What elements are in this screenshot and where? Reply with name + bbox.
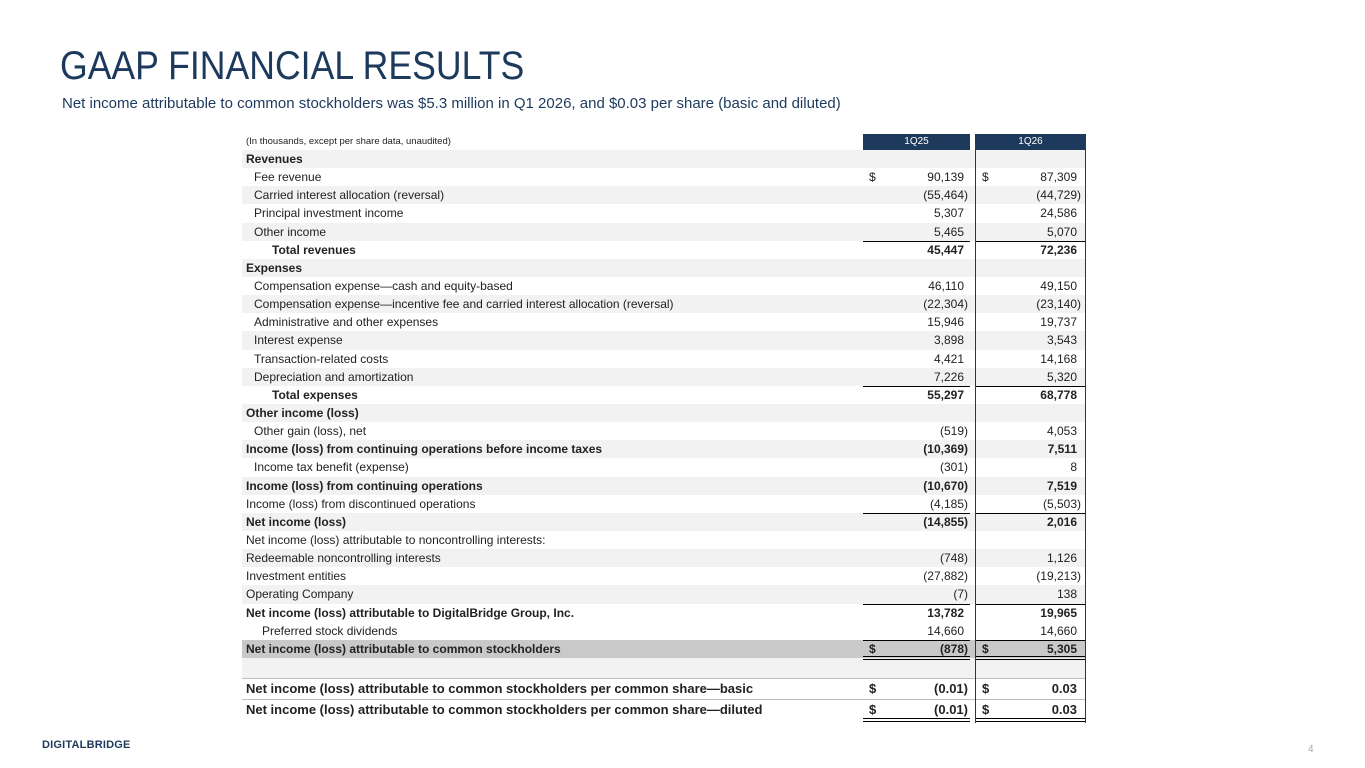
value-amount: (22,304) xyxy=(923,297,968,312)
value-amount: (44,729) xyxy=(1036,188,1081,203)
row-label: Other gain (loss), net xyxy=(254,424,367,439)
table-row xyxy=(242,186,1085,204)
row-label: Interest expense xyxy=(254,333,343,348)
table-row xyxy=(242,495,1085,513)
value-amount: (0.01) xyxy=(934,680,968,696)
table-row xyxy=(242,241,1085,259)
row-label: Total expenses xyxy=(272,387,358,402)
row-label: Investment entities xyxy=(246,569,347,584)
value-1q26 xyxy=(976,223,1085,241)
row-label: Net income (loss) attributable to noncontrolling interests: xyxy=(246,532,546,547)
value-amount: (14,855) xyxy=(923,514,968,529)
value-1q25 xyxy=(863,204,970,222)
currency-symbol: $ xyxy=(869,680,877,696)
row-label: Revenues xyxy=(246,152,303,166)
value-1q26 xyxy=(976,585,1085,603)
value-1q25 xyxy=(863,640,970,658)
value-amount: 68,778 xyxy=(1040,387,1077,402)
row-label: Compensation expense—incentive fee and carried interest allocation (reversal) xyxy=(254,297,674,312)
page-title: GAAP FINANCIAL RESULTS xyxy=(60,44,525,88)
value-1q25 xyxy=(863,331,970,349)
value-1q26 xyxy=(976,622,1085,640)
value-1q25 xyxy=(863,679,970,699)
value-1q25 xyxy=(863,168,970,186)
value-1q25 xyxy=(863,513,970,531)
digitalbridge-logo: DIGITALBRIDGE xyxy=(42,739,131,751)
row-label: Compensation expense—cash and equity-based xyxy=(254,278,513,293)
row-label: Income (loss) from continuing operations before income taxes xyxy=(246,442,603,457)
value-amount: (10,369) xyxy=(923,442,968,457)
value-1q25 xyxy=(863,477,970,495)
value-1q25 xyxy=(863,495,970,513)
value-amount: 14,660 xyxy=(1040,623,1077,638)
table-row xyxy=(242,259,1085,277)
value-1q25 xyxy=(863,386,970,404)
table-row xyxy=(242,458,1085,476)
value-amount: 90,139 xyxy=(927,170,964,185)
value-1q26 xyxy=(976,495,1085,513)
value-1q26 xyxy=(976,458,1085,476)
value-1q26 xyxy=(976,295,1085,313)
value-1q26 xyxy=(976,241,1085,259)
value-1q26 xyxy=(976,204,1085,222)
table-row xyxy=(242,678,1085,699)
value-amount: 0.03 xyxy=(1051,701,1077,717)
row-label: Carried interest allocation (reversal) xyxy=(254,188,445,203)
value-amount: 14,168 xyxy=(1040,351,1077,366)
table-row xyxy=(242,368,1085,386)
value-1q26 xyxy=(976,386,1085,404)
value-1q25 xyxy=(863,259,970,277)
value-amount: (4,185) xyxy=(929,496,968,511)
value-1q25 xyxy=(863,585,970,603)
value-amount: (748) xyxy=(939,551,968,566)
value-1q25 xyxy=(863,700,970,720)
table-body xyxy=(242,150,1085,720)
value-amount: (7) xyxy=(953,587,968,602)
value-1q25 xyxy=(863,404,970,422)
value-amount: 8 xyxy=(1070,460,1077,475)
value-1q26 xyxy=(976,350,1085,368)
table-row xyxy=(242,549,1085,567)
table-row xyxy=(242,440,1085,458)
table-header-row xyxy=(242,134,1085,150)
row-label: Total revenues xyxy=(272,242,356,257)
value-amount: 87,309 xyxy=(1040,170,1077,185)
table-row xyxy=(242,204,1085,222)
table-row xyxy=(242,513,1085,531)
value-1q26 xyxy=(976,567,1085,585)
table-row xyxy=(242,585,1085,603)
value-1q26 xyxy=(976,168,1085,186)
table-row xyxy=(242,422,1085,440)
value-1q26 xyxy=(976,404,1085,422)
value-amount: 4,053 xyxy=(1046,424,1077,439)
row-label: Net income (loss) attributable to common stockholders xyxy=(246,641,561,656)
currency-symbol: $ xyxy=(869,701,877,717)
value-1q26 xyxy=(976,313,1085,331)
value-amount: 7,511 xyxy=(1047,442,1077,457)
value-amount: (19,213) xyxy=(1036,569,1081,584)
table-row xyxy=(242,150,1085,168)
row-label: Net income (loss) xyxy=(246,514,347,529)
row-label: Administrative and other expenses xyxy=(254,315,439,330)
table-row xyxy=(242,168,1085,186)
value-amount: 3,543 xyxy=(1046,333,1077,348)
row-label: Depreciation and amortization xyxy=(254,369,414,384)
value-1q25 xyxy=(863,277,970,295)
value-amount: 46,110 xyxy=(928,278,964,293)
value-1q26 xyxy=(976,700,1085,720)
value-amount: 19,965 xyxy=(1040,605,1077,620)
value-1q26 xyxy=(976,531,1085,549)
row-label: Preferred stock dividends xyxy=(262,623,398,638)
value-amount: (301) xyxy=(939,460,968,475)
value-amount: 72,236 xyxy=(1040,242,1077,257)
value-amount: (10,670) xyxy=(923,478,968,493)
currency-symbol: $ xyxy=(982,701,990,717)
value-amount: (27,882) xyxy=(923,569,968,584)
row-label: Net income (loss) attributable to common stockholders per common share—diluted xyxy=(246,701,763,717)
value-1q26 xyxy=(976,331,1085,349)
table-row xyxy=(242,622,1085,640)
value-1q25 xyxy=(863,223,970,241)
currency-symbol: $ xyxy=(982,641,989,656)
table-row xyxy=(242,604,1085,622)
value-amount: 4,421 xyxy=(933,351,964,366)
currency-symbol: $ xyxy=(869,170,876,185)
value-amount: 0.03 xyxy=(1051,680,1077,696)
row-label: Other income xyxy=(254,224,327,239)
value-1q25 xyxy=(863,531,970,549)
value-1q25 xyxy=(863,440,970,458)
table-row xyxy=(242,404,1085,422)
value-amount: 55,297 xyxy=(927,387,964,402)
column-header-1q26: 1Q26 xyxy=(976,134,1085,150)
value-amount: (5,503) xyxy=(1042,496,1081,511)
value-1q26 xyxy=(976,368,1085,386)
row-label: Principal investment income xyxy=(254,206,404,221)
value-1q25 xyxy=(863,313,970,331)
row-label: Transaction-related costs xyxy=(254,351,389,366)
value-1q26 xyxy=(976,440,1085,458)
value-1q25 xyxy=(863,458,970,476)
value-1q25 xyxy=(863,150,970,168)
value-1q26 xyxy=(976,679,1085,699)
value-1q25 xyxy=(863,368,970,386)
table-row xyxy=(242,223,1085,241)
value-1q26 xyxy=(976,277,1085,295)
value-amount: 5,305 xyxy=(1046,641,1077,656)
currency-symbol: $ xyxy=(982,680,990,696)
row-label: Expenses xyxy=(246,260,303,275)
row-label: Operating Company xyxy=(246,587,354,602)
financial-results-table xyxy=(242,134,1085,720)
row-label: Net income (loss) attributable to common stockholders per common share—basic xyxy=(246,680,754,696)
table-row xyxy=(242,331,1085,349)
value-1q26 xyxy=(976,259,1085,277)
row-label: Redeemable noncontrolling interests xyxy=(246,551,441,566)
value-1q25 xyxy=(863,241,970,259)
value-amount: 5,320 xyxy=(1046,369,1077,384)
value-amount: 15,946 xyxy=(927,315,964,330)
row-label: Income (loss) from discontinued operations xyxy=(246,496,476,511)
value-1q25 xyxy=(863,422,970,440)
row-label: Fee revenue xyxy=(254,170,322,185)
value-amount: (55,464) xyxy=(923,188,968,203)
value-1q26 xyxy=(976,477,1085,495)
value-amount: 3,898 xyxy=(933,333,964,348)
value-1q25 xyxy=(863,295,970,313)
table-row xyxy=(242,567,1085,585)
table-row xyxy=(242,313,1085,331)
value-1q25 xyxy=(863,622,970,640)
table-row xyxy=(242,640,1085,658)
page-number: 4 xyxy=(1308,744,1314,755)
value-amount: 24,586 xyxy=(1040,206,1077,221)
value-1q25 xyxy=(863,350,970,368)
value-1q25 xyxy=(863,567,970,585)
table-caption: (In thousands, except per share data, unaudited) xyxy=(246,136,451,147)
value-amount: 49,150 xyxy=(1040,278,1077,293)
value-1q26 xyxy=(976,513,1085,531)
value-1q26 xyxy=(976,640,1085,658)
row-label: Other income (loss) xyxy=(246,405,359,420)
row-label: Income tax benefit (expense) xyxy=(254,460,409,475)
table-row xyxy=(242,277,1085,295)
currency-symbol: $ xyxy=(982,170,989,185)
value-amount: 5,070 xyxy=(1046,224,1077,239)
value-1q25 xyxy=(863,549,970,567)
value-amount: 13,782 xyxy=(927,605,964,620)
column-header-1q25: 1Q25 xyxy=(863,134,970,150)
value-1q26 xyxy=(976,422,1085,440)
value-amount: (0.01) xyxy=(934,701,968,717)
row-label: Net income (loss) attributable to DigitalBridge Group, Inc. xyxy=(246,605,575,620)
value-amount: (23,140) xyxy=(1036,297,1081,312)
value-1q26 xyxy=(976,186,1085,204)
table-row xyxy=(242,386,1085,404)
value-1q26 xyxy=(976,150,1085,168)
value-amount: 5,307 xyxy=(933,206,964,221)
table-row xyxy=(242,699,1085,720)
table-row xyxy=(242,477,1085,495)
value-1q26 xyxy=(976,549,1085,567)
value-amount: 14,660 xyxy=(927,623,964,638)
currency-symbol: $ xyxy=(869,641,876,656)
value-1q25 xyxy=(863,604,970,622)
value-amount: 7,519 xyxy=(1046,478,1077,493)
value-amount: 7,226 xyxy=(933,369,964,384)
row-label: Income (loss) from continuing operations xyxy=(246,478,483,493)
table-row xyxy=(242,531,1085,549)
value-amount: 19,737 xyxy=(1040,315,1077,330)
value-amount: (519) xyxy=(939,424,968,439)
value-amount: 5,465 xyxy=(933,224,964,239)
value-amount: 2,016 xyxy=(1046,514,1077,529)
value-1q25 xyxy=(863,186,970,204)
value-amount: 138 xyxy=(1056,587,1077,602)
value-amount: 1,126 xyxy=(1046,551,1077,566)
value-amount: (878) xyxy=(939,641,968,656)
value-1q26 xyxy=(976,604,1085,622)
spacer-row xyxy=(242,658,1085,678)
value-amount: 45,447 xyxy=(927,242,964,257)
table-row xyxy=(242,350,1085,368)
page-subtitle: Net income attributable to common stockholders was $5.3 million in Q1 2026, and $0.03 per share (basic and diluted) xyxy=(62,95,841,112)
table-row xyxy=(242,295,1085,313)
